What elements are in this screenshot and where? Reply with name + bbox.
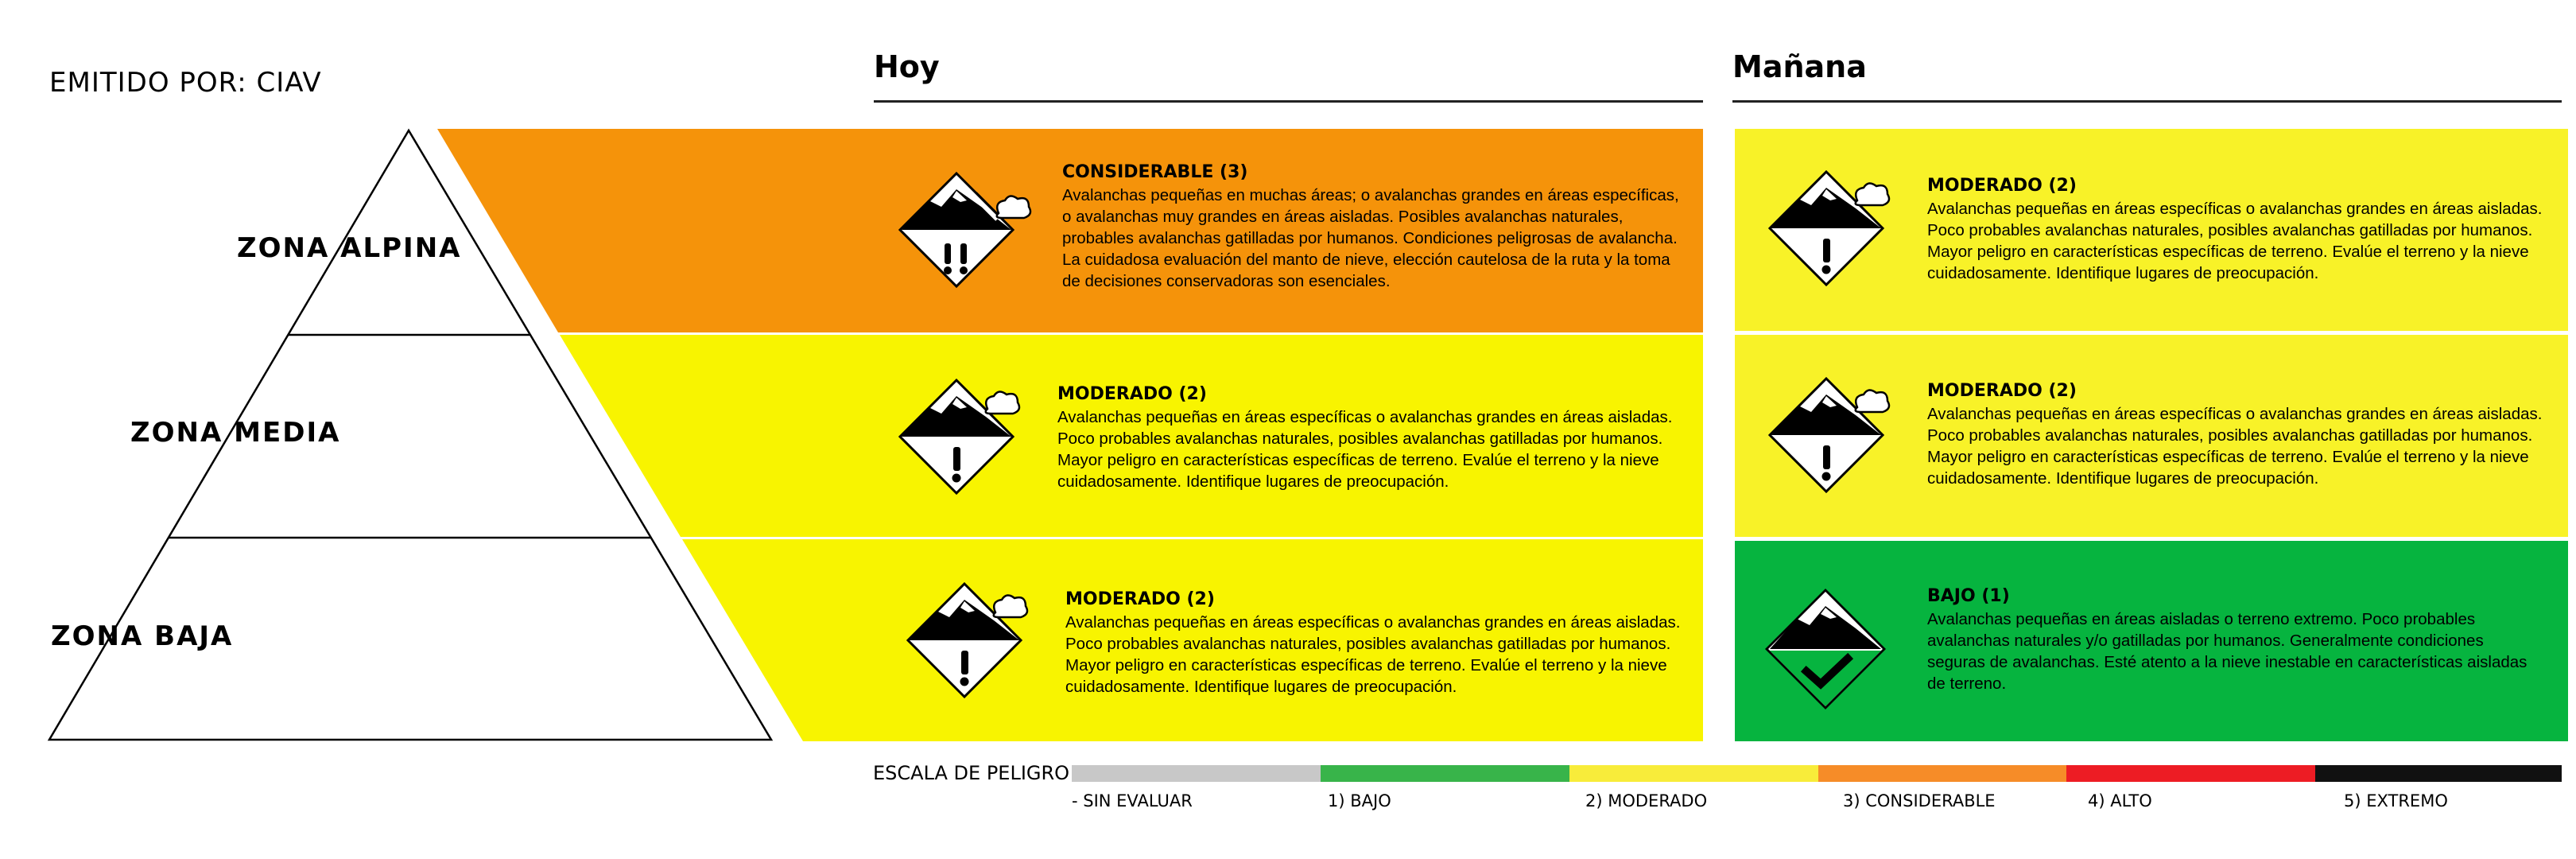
zone-label-low: ZONA BAJA [51, 620, 234, 652]
column-title-today: Hoy [874, 49, 940, 84]
today-low-description [1065, 589, 1686, 698]
danger-level-title: MODERADO (2) [1057, 384, 1207, 404]
moderate-danger-icon [1767, 169, 1915, 288]
danger-level-text: Avalanchas pequeñas en áreas aisladas o terreno extremo. Poco probables avalanchas naturales y/o gatilladas por humanos. Generalmente condiciones seguras de avalanchas. Esté atento a la nieve inestable en características aisladas de terreno. [1927, 610, 2528, 693]
zone-label-middle: ZONA MEDIA [130, 417, 341, 449]
scale-label-high: 4) ALTO [2088, 791, 2152, 810]
scale-label-considerable: 3) CONSIDERABLE [1843, 791, 1996, 810]
today-middle-description [1057, 383, 1678, 492]
danger-level-title: BAJO (1) [1927, 586, 2010, 606]
danger-level-title: CONSIDERABLE (3) [1062, 162, 1248, 182]
tomorrow-low-description [1927, 585, 2539, 694]
issuer-label: EMITIDO POR: CIAV [49, 67, 322, 99]
danger-level-text: Avalanchas pequeñas en áreas específicas o avalanchas grandes en áreas aisladas. Poco probables avalanchas naturales, posibles avalanchas gatilladas por humanos. Mayor peligro en características específicas de terreno. Evalúe el terreno y la nieve cuidadosamente. Identifique lugares de preocupación. [1927, 200, 2543, 282]
moderate-danger-icon [905, 581, 1053, 700]
danger-level-text: Avalanchas pequeñas en muchas áreas; o avalanchas grandes en áreas específicas, o avalanchas muy grandes en áreas aisladas. Posibles avalanchas naturales, probables avalanchas gatilladas por humanos. Condiciones peligrosas de avalancha. La cuidadosa evaluación del manto de nieve, elección cautelosa de la ruta y la toma de decisiones conservadoras son esenciales. [1062, 186, 1679, 290]
moderate-danger-icon [1767, 375, 1915, 495]
low-danger-icon [1763, 585, 1891, 713]
danger-level-title: MODERADO (2) [1927, 176, 2077, 196]
scale-label-moderate: 2) MODERADO [1585, 791, 1708, 810]
danger-level-text: Avalanchas pequeñas en áreas específicas o avalanchas grandes en áreas aisladas. Poco probables avalanchas naturales, posibles avalanchas gatilladas por humanos. Mayor peligro en características específicas de terreno. Evalúe el terreno y la nieve cuidadosamente. Identifique lugares de preocupación. [1065, 613, 1681, 696]
danger-level-title: MODERADO (2) [1065, 589, 1215, 609]
scale-segment-unrated [1072, 765, 1321, 782]
moderate-danger-icon [897, 377, 1045, 496]
danger-level-text: Avalanchas pequeñas en áreas específicas o avalanchas grandes en áreas aisladas. Poco probables avalanchas naturales, posibles avalanchas gatilladas por humanos. Mayor peligro en características específicas de terreno. Evalúe el terreno y la nieve cuidadosamente. Identifique lugares de preocupación. [1927, 405, 2543, 488]
tomorrow-middle-description [1927, 380, 2547, 489]
scale-segment-considerable [1818, 765, 2066, 782]
danger-level-title: MODERADO (2) [1927, 381, 2077, 401]
zone-label-alpine: ZONA ALPINA [237, 232, 462, 264]
column-title-tomorrow: Mañana [1732, 49, 1867, 84]
scale-label-unrated: - SIN EVALUAR [1072, 791, 1193, 810]
danger-scale-title: ESCALA DE PELIGRO [873, 762, 1070, 784]
scale-segment-low [1321, 765, 1569, 782]
scale-label-extreme: 5) EXTREMO [2344, 791, 2448, 810]
today-alpine-description [1062, 161, 1682, 292]
tomorrow-alpine-description [1927, 175, 2547, 284]
scale-label-low: 1) BAJO [1328, 791, 1391, 810]
considerable-danger-icon [897, 170, 1045, 290]
scale-segment-high [2066, 765, 2315, 782]
danger-level-text: Avalanchas pequeñas en áreas específicas o avalanchas grandes en áreas aisladas. Poco probables avalanchas naturales, posibles avalanchas gatilladas por humanos. Mayor peligro en características específicas de terreno. Evalúe el terreno y la nieve cuidadosamente. Identifique lugares de preocupación. [1057, 408, 1673, 491]
scale-segment-moderate [1569, 765, 1818, 782]
scale-segment-extreme [2315, 765, 2562, 782]
